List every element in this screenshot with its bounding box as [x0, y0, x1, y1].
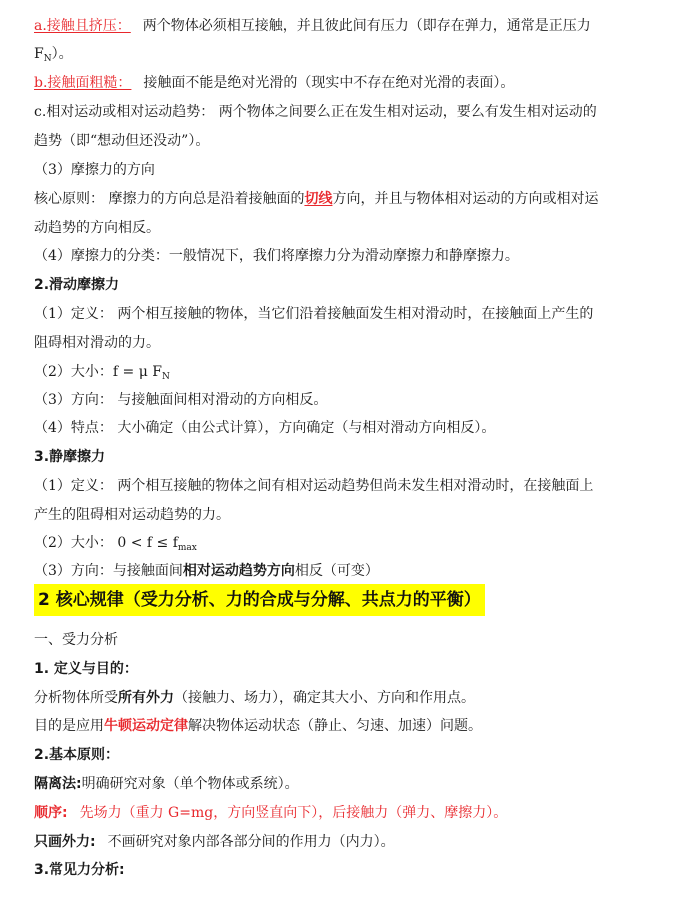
external-only-text: 不画研究对象内部各部分间的作用力（内力）。 [107, 834, 395, 850]
isolation-label: 隔离法: [34, 776, 82, 792]
static-magnitude [34, 533, 197, 558]
sliding-magnitude [34, 362, 170, 387]
all-external-forces: 所有外力 [118, 690, 174, 706]
condition-c-cont: 趋势（即“想动但还没动”）。 [34, 133, 210, 149]
static-magnitude-text: （2）大小： 0 < f ≤ f [34, 535, 178, 551]
basic-principles-title: 2.基本原则： [34, 747, 120, 763]
analysis-purpose [34, 716, 482, 736]
sliding-magnitude-text: （2）大小：f = μ F [34, 364, 162, 380]
static-direction-post: 相反（可变） [294, 563, 379, 579]
common-forces-title: 3.常见力分析: [34, 862, 125, 878]
subscript-max: max [177, 543, 197, 553]
condition-a-text: 两个物体必须相互接触，并且彼此间有压力（即存在弹力，通常是正压力 [142, 18, 591, 34]
analysis-post: （接触力、场力），确定其大小、方向和作用点。 [174, 690, 475, 706]
isolation-method [34, 774, 299, 794]
isolation-text: 明确研究对象（单个物体或系统）。 [81, 776, 299, 792]
condition-b-text: 接触面不能是绝对光滑的（现实中不存在绝对光滑的表面）。 [143, 75, 515, 91]
sliding-features: （4）特点： 大小确定（由公式计算），方向确定（与相对滑动方向相反）。 [34, 420, 496, 436]
static-direction [34, 561, 379, 581]
purpose-post: 解决物体运动状态（静止、匀速、加速）问题。 [188, 718, 482, 734]
symbol-f: F [34, 46, 44, 62]
order-text: 先场力（重力 G=mg，方向竖直向下），后接触力（弹力、摩擦力）。 [79, 805, 508, 821]
sliding-direction: （3）方向： 与接触面间相对滑动的方向相反。 [34, 392, 328, 408]
core-principle-post: 方向，并且与物体相对运动的方向或相对运 [332, 191, 599, 207]
purpose-pre: 目的是应用 [34, 718, 104, 734]
force-analysis-title: 一、受力分析 [34, 632, 118, 648]
analysis-description [34, 688, 475, 708]
core-principle [34, 189, 598, 209]
condition-a-tail: ）。 [51, 46, 73, 62]
condition-a-cont [34, 44, 73, 69]
order-label: 顺序: [34, 805, 68, 821]
sliding-definition: （1）定义： 两个相互接触的物体，当它们沿着接触面发生相对滑动时，在接触面上产生的 [34, 306, 594, 322]
order-rule [34, 803, 507, 823]
sliding-definition-cont: 阻碍相对滑动的力。 [34, 335, 160, 351]
static-friction-title: 3.静摩擦力 [34, 449, 106, 465]
subscript-n: N [43, 54, 52, 64]
condition-a-label: a.接触且挤压： [34, 18, 131, 34]
core-principle-cont: 动趋势的方向相反。 [34, 220, 160, 236]
friction-classification: （4）摩擦力的分类：一般情况下，我们将摩擦力分为滑动摩擦力和静摩擦力。 [34, 248, 519, 264]
tangent-keyword: 切线 [304, 191, 333, 207]
static-definition: （1）定义： 两个相互接触的物体之间有相对运动趋势但尚未发生相对滑动时，在接触面上 [34, 478, 594, 494]
sliding-friction-title: 2.滑动摩擦力 [34, 277, 120, 293]
condition-c: c.相对运动或相对运动趋势： 两个物体之间要么正在发生相对运动，要么有发生相对运动的 [34, 104, 597, 120]
static-direction-key: 相对运动趋势方向 [182, 563, 295, 579]
static-direction-pre: （3）方向：与接触面间 [34, 563, 183, 579]
subscript-n: N [161, 372, 170, 382]
analysis-pre: 分析物体所受 [34, 690, 118, 706]
static-definition-cont: 产生的阻碍相对运动趋势的力。 [34, 507, 230, 523]
section-heading: 2 核心规律（受力分析、力的合成与分解、共点力的平衡） [34, 584, 485, 616]
core-principle-pre: 核心原则： 摩擦力的方向总是沿着接触面的 [34, 191, 305, 207]
condition-a [34, 16, 591, 36]
external-only-label: 只画外力: [34, 834, 96, 850]
condition-b-label: b.接触面粗糙： [34, 75, 132, 91]
newton-laws-keyword: 牛顿运动定律 [104, 718, 188, 734]
external-only-rule [34, 832, 395, 852]
condition-b [34, 73, 514, 93]
definition-purpose-title: 1. 定义与目的： [34, 661, 138, 677]
friction-direction-title: （3）摩擦力的方向 [34, 162, 155, 178]
